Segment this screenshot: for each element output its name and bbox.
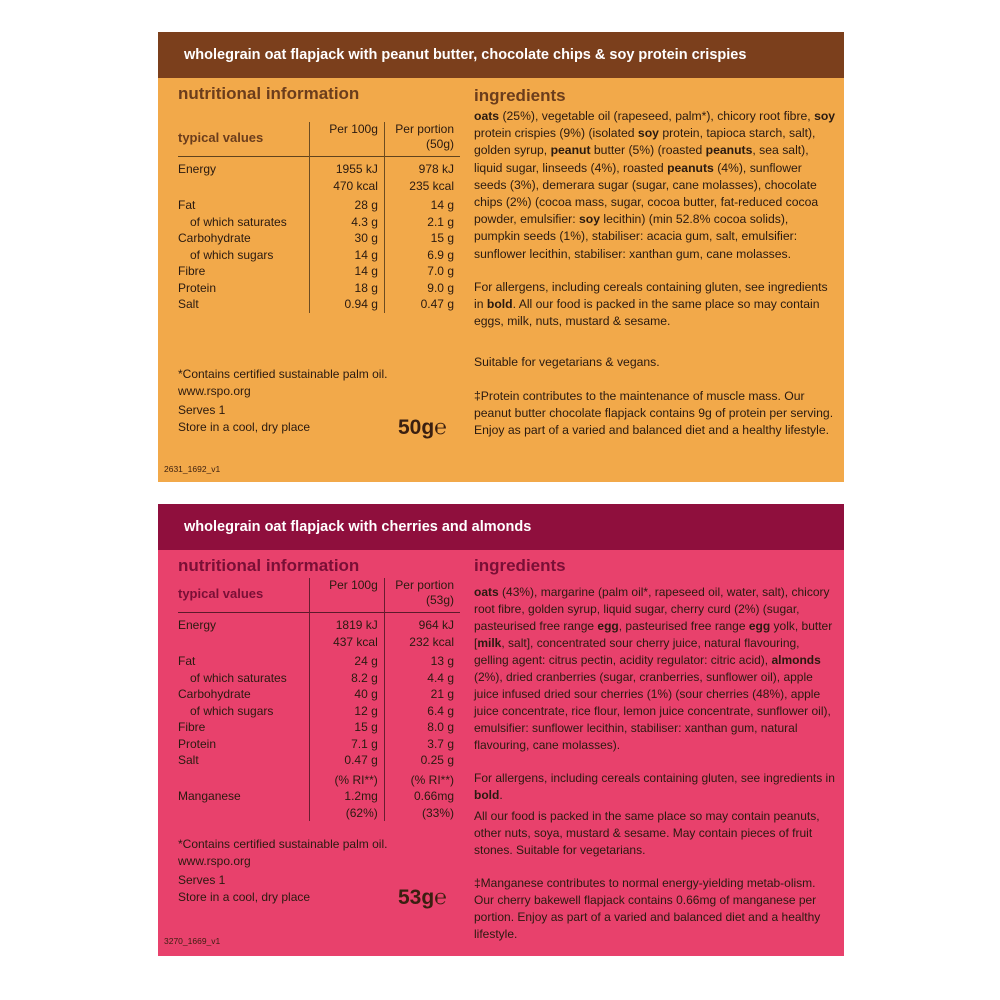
ingredient-text: , sea salt), liquid sugar, linseeds (4%), roasted <box>474 143 809 175</box>
allergen-ingredient: soy <box>579 212 601 227</box>
allergen-ingredient: peanuts <box>705 143 753 158</box>
footnotes <box>178 366 387 436</box>
ingredient-text: protein, tapioca starch, salt), golden syrup, <box>474 126 816 158</box>
typical-values-header: typical values <box>178 129 264 145</box>
table-row: Fibre 14 g 7.0 g <box>178 263 460 280</box>
allergen-ingredient: soy <box>637 126 659 141</box>
per-portion-header: Per portion (50g) <box>384 122 460 157</box>
nutrition-heading: nutritional information <box>178 556 360 575</box>
allergen-ingredient: soy <box>814 109 836 123</box>
table-row: Protein 7.1 g 3.7 g <box>178 736 460 753</box>
palm-oil-footnote: *Contains certified sustainable palm oil. <box>178 837 388 851</box>
allergen-ingredient: egg <box>597 619 619 633</box>
table-row: Energy 1819 kJ 964 kJ <box>178 613 460 634</box>
ingredient-text: (2%), dried cranberries (sugar, cranberries, sunflower oil), apple juice infused dried sour cherries (1%) (sour cherries (48%), apple juice concentrate, rice flour, lemon juice concentrate, sunflower oil), emulsifier: sunflower lecithin, stabiliser: xanthan gum, natural flavouring, cane molasses). <box>474 670 831 752</box>
product-title-bar: wholegrain oat flapjack with peanut butter, chocolate chips & soy protein crispies <box>158 32 844 78</box>
label-panel-peanut-butter <box>158 32 844 482</box>
table-row: 437 kcal 232 kcal <box>178 634 460 651</box>
net-weight: 53g℮ <box>398 886 447 909</box>
table-row: Fibre 15 g 8.0 g <box>178 719 460 736</box>
product-title-bar: wholegrain oat flapjack with cherries and almonds <box>158 504 844 550</box>
table-row: Protein 18 g 9.0 g <box>178 280 460 297</box>
table-row: Manganese 1.2mg (62%) 0.66mg (33%) <box>178 788 460 821</box>
per-portion-header: Per portion (53g) <box>384 578 460 613</box>
ingredient-text: (25%), vegetable oil (rapeseed, palm*), chicory root fibre, <box>499 109 815 123</box>
allergen-ingredient: oats <box>474 109 500 123</box>
protein-claim: ‡Protein contributes to the maintenance of muscle mass. Our peanut butter chocolate flapjack contains 9g of protein per serving. Enjoy as part of a varied and balanced diet and a healthy lifestyle. <box>474 388 834 438</box>
table-row: 470 kcal 235 kcal <box>178 178 460 195</box>
suitability-statement: Suitable for vegetarians & vegans. <box>474 355 660 370</box>
product-code: 2631_1692_v1 <box>164 464 221 474</box>
table-row: Fat 28 g 14 g <box>178 194 460 214</box>
typical-values-header: typical values <box>178 585 264 601</box>
serves-text: Serves 1 <box>178 403 226 417</box>
storage-text: Store in a cool, dry place <box>178 420 311 434</box>
allergen-ingredient: oats <box>474 585 499 599</box>
ingredient-text: , pasteurised free range <box>618 619 749 633</box>
serves-text: Serves 1 <box>178 873 226 887</box>
packing-statement: All our food is packed in the same place so may contain peanuts, other nuts, soya, mustard & sesame. May contain pieces of fruit stones. Suitable for vegetarians. <box>474 809 820 857</box>
manganese-claim: ‡Manganese contributes to normal energy-yielding metab-olism. Our cherry bakewell flapjack contains 0.66mg of manganese per portion. Enjoy as part of a varied and balanced diet and a healthy lifestyle. <box>474 876 821 941</box>
ingredient-text: yolk, butter [ <box>474 619 833 650</box>
table-row: Salt 0.47 g 0.25 g <box>178 752 460 769</box>
ingredients-heading: ingredients <box>474 86 566 105</box>
ingredients-list <box>474 108 836 263</box>
ingredients-list <box>474 584 836 754</box>
allergen-statement: For allergens, including cereals containing gluten, see ingredients in bold. <box>474 771 835 802</box>
ingredient-text: lecithin) (min 52.8% cocoa solids), pumpkin seeds (1%), stabiliser: acacia gum, salt, emulsifier: sunflower lecithin, stabiliser: xanthan gum, cane molasses. <box>474 212 798 261</box>
allergen-ingredient: egg <box>748 619 771 633</box>
ingredients-block <box>474 108 836 455</box>
per-100g-header: Per 100g <box>310 122 385 157</box>
footnotes <box>178 836 387 906</box>
nutrition-heading: nutritional information <box>178 84 360 103</box>
rspo-url: www.rspo.org <box>178 854 251 868</box>
ingredient-text: (4%), sunflower seeds (3%), demerara sugar (sugar, cane molasses), chocolate chips (2%) (cocoa mass, sugar, cocoa butter, fat-reduced cocoa powder, emulsifier: <box>474 160 819 227</box>
nutrition-table <box>178 578 460 821</box>
ingredient-text: protein crispies (9%) (isolated <box>474 126 638 141</box>
nutrition-table-header <box>178 122 460 157</box>
allergen-ingredient: peanuts <box>667 160 714 175</box>
allergen-statement: For allergens, including cereals containing gluten, see ingredients in bold. All our food is packed in the same place so may contain eggs, milk, nuts, mustard & sesame. <box>474 279 828 329</box>
table-row: of which saturates 4.3 g 2.1 g <box>178 214 460 231</box>
nutrition-table <box>178 122 460 313</box>
per-100g-header: Per 100g <box>309 578 384 613</box>
table-row: Fat 24 g 13 g <box>178 650 460 670</box>
table-row: of which sugars 12 g 6.4 g <box>178 703 460 720</box>
allergen-ingredient: almonds <box>771 653 821 667</box>
palm-oil-footnote: *Contains certified sustainable palm oil. <box>178 367 388 381</box>
table-row: Carbohydrate 40 g 21 g <box>178 686 460 703</box>
product-code: 3270_1669_v1 <box>164 936 221 946</box>
table-row: Carbohydrate 30 g 15 g <box>178 230 460 247</box>
table-row: of which sugars 14 g 6.9 g <box>178 247 460 264</box>
label-panel-cherries-almonds <box>158 504 844 956</box>
storage-text: Store in a cool, dry place <box>178 890 311 904</box>
table-row: Energy 1955 kJ 978 kJ <box>178 157 460 178</box>
ingredient-text: butter (5%) (roasted <box>590 143 706 158</box>
allergen-ingredient: peanut <box>550 143 591 158</box>
table-row: of which saturates 8.2 g 4.4 g <box>178 670 460 687</box>
ingredients-heading: ingredients <box>474 556 566 575</box>
ingredient-text: (43%), margarine (palm oil*, rapeseed oil, water, salt), chicory root fibre, golden syrup, liquid sugar, cherry curd (2%) (sugar, pasteurised free range <box>474 585 830 633</box>
ingredients-block <box>474 584 836 959</box>
rspo-url: www.rspo.org <box>178 384 251 398</box>
allergen-ingredient: milk <box>477 636 502 650</box>
ingredient-text: , salt], concentrated sour cherry juice, natural flavouring, gelling agent: citrus pectin, acidity regulator: citric acid), <box>474 636 800 667</box>
net-weight: 50g℮ <box>398 416 447 439</box>
nutrition-table-header <box>178 578 460 613</box>
table-row: (% RI**) (% RI**) <box>178 769 460 789</box>
table-row: Salt 0.94 g 0.47 g <box>178 296 460 313</box>
